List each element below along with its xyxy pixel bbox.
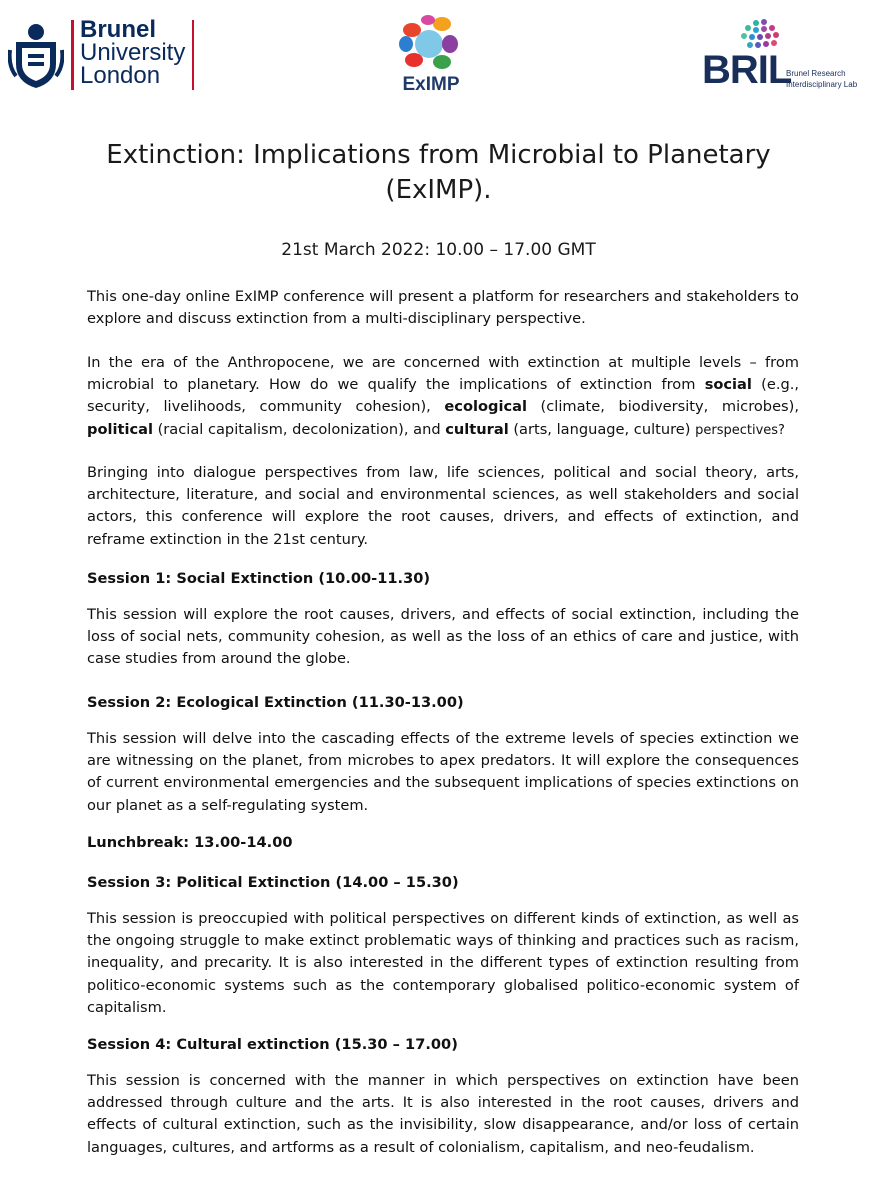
eximp-logo [396, 14, 466, 96]
anthropocene-text-2: (e.g., security, livelihoods, community cohesion), [87, 376, 800, 416]
title-line1: Extinction: Implications from Microbial to Planetary [106, 140, 771, 170]
document-title [60, 138, 817, 208]
bril-wordmark: BRIL [702, 48, 792, 92]
anthropocene-text-3: (climate, biodiversity, microbes), [526, 398, 799, 416]
hands-globe-icon [398, 14, 460, 70]
anthropocene-text-1: In the era of the Anthropocene, we are concerned with extinction at multiple levels – from microbial to planetary. How do we qualify the implications of extinction from [87, 354, 799, 394]
session-4-heading: Session 4: Cultural extinction (15.30 – 17.00) [87, 1036, 458, 1053]
session-1-heading: Session 1: Social Extinction (10.00-11.30) [87, 570, 431, 587]
bril-logo [700, 18, 870, 98]
session-3-text: This session is preoccupied with political perspectives on different kinds of extinction, as well as the ongoing struggle to make extinct problematic ways of thinking and practices such as racism, inequality, and precarity. It is also interested in the different types of extinction resulting from politico-economic systems such as the contemporary globalised politico-economic system of capitalism. [87, 910, 799, 1016]
eximp-label: ExIMP [402, 74, 460, 95]
brunel-line2: University [80, 39, 186, 66]
session-2-text: This session will delve into the cascading effects of the extreme levels of species extinction we are witnessing on the planet, from microbes to apex predators. It will explore the consequences of current environmental emergencies and the subsequent implications of species extinctions on our planet as a self-regulating system. [87, 730, 799, 814]
event-date: 21st March 2022: 10.00 – 17.00 GMT [281, 240, 596, 260]
lunchbreak-heading: Lunchbreak: 13.00-14.00 [87, 834, 293, 851]
bril-sub-line1: Brunel Research [786, 69, 846, 78]
dialogue-paragraph: Bringing into dialogue perspectives from law, life sciences, political and social theory, arts, architecture, literature, and social and environmental sciences, as well stakeholders and social actors, this conference will explore the root causes, drivers, and effects of extinction, and reframe extinction in the 21st century. [87, 464, 799, 548]
session-2-heading: Session 2: Ecological Extinction (11.30-13.00) [87, 694, 464, 711]
red-divider-right [192, 20, 194, 90]
session-3-heading: Session 3: Political Extinction (14.00 – 15.30) [87, 874, 459, 891]
brunel-line1: Brunel [80, 16, 157, 43]
keyword-cultural: cultural [445, 420, 509, 438]
brunel-wordmark [80, 18, 185, 87]
anthropocene-text-6: perspectives? [695, 422, 785, 438]
anthropocene-text-5: (arts, language, culture) [508, 420, 696, 438]
brunel-line3: London [80, 62, 161, 89]
keyword-political: political [87, 420, 153, 438]
session-1-text: This session will explore the root causes, drivers, and effects of social extinction, including the loss of social nets, community cohesion, as well as the loss of an ethics of care and justice, with case studies from around the globe. [87, 606, 799, 668]
bril-sub-line2: Interdisciplinary Lab [786, 80, 858, 89]
intro-paragraph: This one-day online ExIMP conference will present a platform for researchers and stakeholders to explore and discuss extinction from a multi-disciplinary perspective. [87, 288, 799, 328]
keyword-social: social [704, 376, 752, 394]
bril-subtitle [786, 68, 870, 90]
crest-icon [8, 20, 64, 90]
session-4-text: This session is concerned with the manner in which perspectives on extinction have been addressed through culture and the arts. It is also interested in the root causes, drivers and effects of cultural extinction, such as the invisibility, slow disappearance, and/or loss of certain languages, cultures, and artforms as a result of colonialism, capitalism, and neo-feudalism. [87, 1072, 799, 1156]
title-line2: (ExIMP). [385, 175, 492, 205]
red-divider [71, 20, 74, 90]
logo-header [0, 0, 877, 110]
brunel-university-logo [8, 18, 198, 94]
anthropocene-paragraph [87, 352, 799, 442]
keyword-ecological: ecological [444, 398, 527, 416]
anthropocene-text-4: (racial capitalism, decolonization), and [152, 420, 446, 438]
